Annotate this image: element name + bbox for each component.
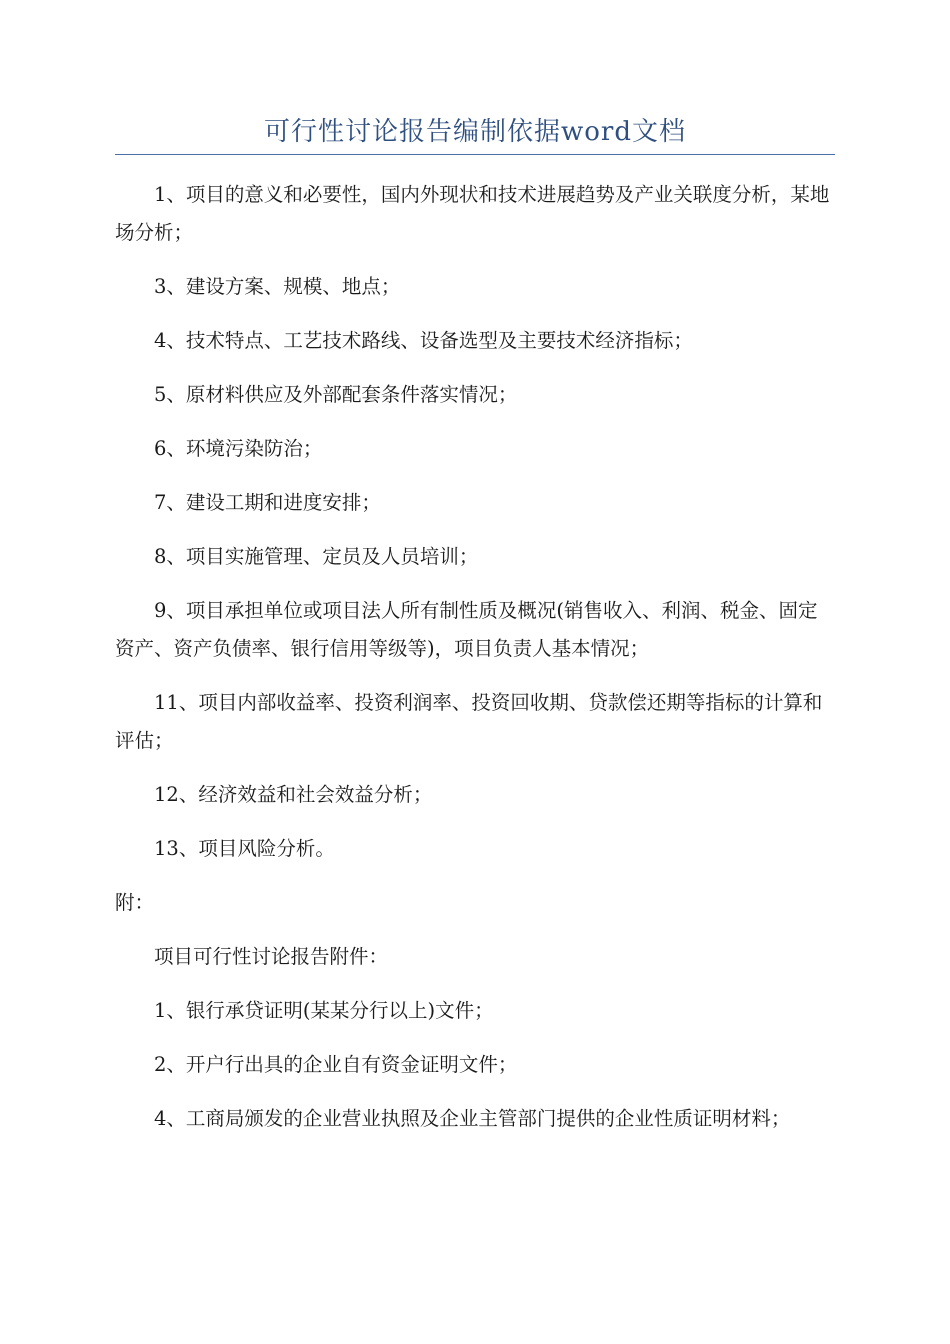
appendix-heading: 项目可行性讨论报告附件： — [154, 945, 389, 968]
paragraph-11: 13、项目风险分析。 — [154, 837, 335, 860]
paragraph-1: 1、项目的意义和必要性，国内外现状和技术进展趋势及产业关联度分析，某地场分析； — [115, 183, 830, 244]
paragraph-2: 3、建设方案、规模、地点； — [154, 275, 401, 298]
paragraph-4: 5、原材料供应及外部配套条件落实情况； — [154, 383, 518, 406]
paragraph-8: 9、项目承担单位或项目法人所有制性质及概况(销售收入、利润、税金、固定资产、资产负债率、银行信用等级等)，项目负责人基本情况； — [115, 599, 818, 660]
paragraph-3: 4、技术特点、工艺技术路线、设备选型及主要技术经济指标； — [154, 329, 693, 352]
paragraph-5: 6、环境污染防治； — [154, 437, 323, 460]
paragraph-7: 8、项目实施管理、定员及人员培训； — [154, 545, 479, 568]
title-block — [115, 112, 835, 155]
appendix-item-1: 1、银行承贷证明(某某分行以上)文件； — [154, 999, 494, 1022]
appendix-item-2: 2、开户行出具的企业自有资金证明文件； — [154, 1053, 518, 1076]
paragraph-9: 11、项目内部收益率、投资利润率、投资回收期、贷款偿还期等指标的计算和评估； — [115, 691, 823, 752]
document-body — [115, 176, 835, 1154]
title-underline — [115, 154, 835, 155]
appendix-label: 附： — [115, 891, 155, 914]
paragraph-10: 12、经济效益和社会效益分析； — [154, 783, 433, 806]
document-title: 可行性讨论报告编制依据word文档 — [264, 117, 686, 147]
appendix-item-3: 4、工商局颁发的企业营业执照及企业主管部门提供的企业性质证明材料； — [154, 1107, 791, 1130]
paragraph-6: 7、建设工期和进度安排； — [154, 491, 381, 514]
